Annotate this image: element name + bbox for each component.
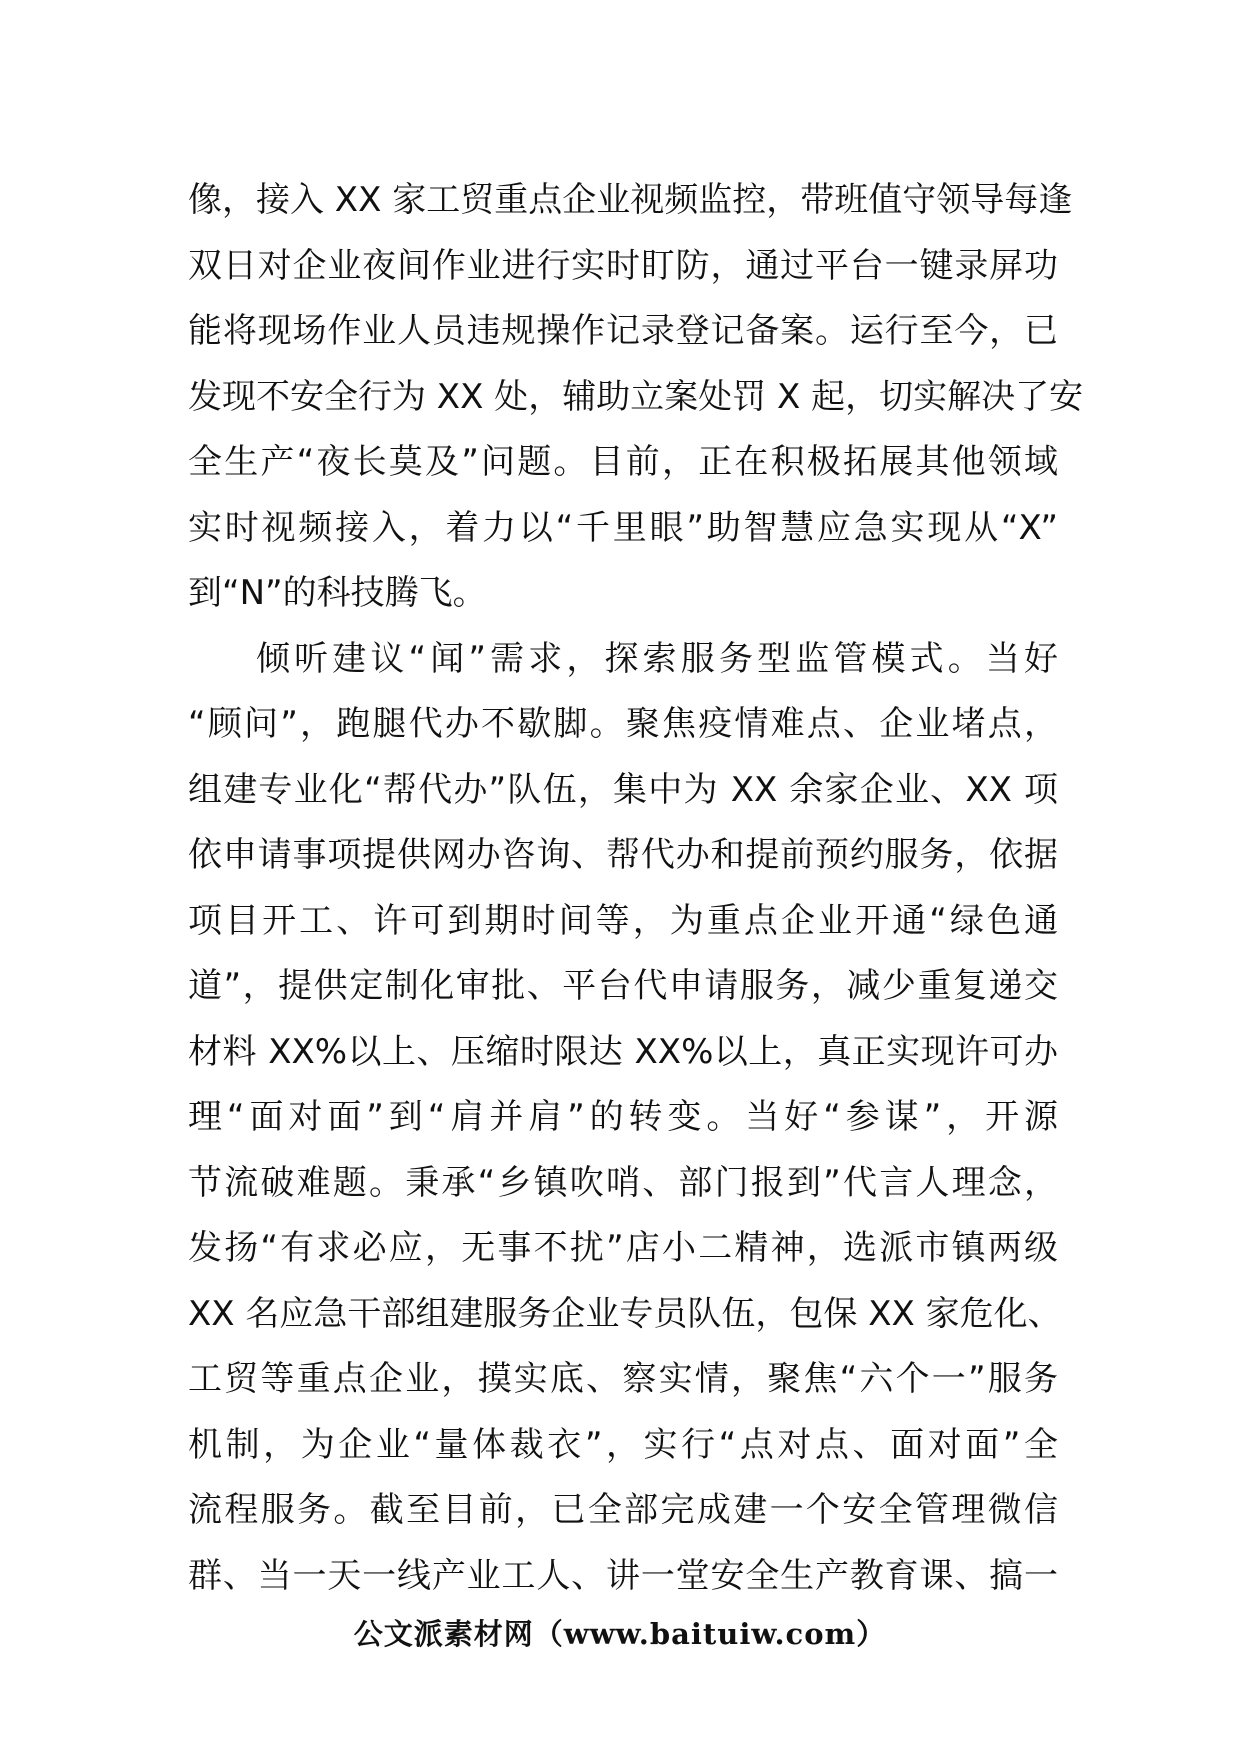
text-line: 倾听建议“闻”需求，探索服务型监管模式。当好 [256, 638, 1058, 679]
text-line: 全生产“夜长莫及”问题。目前，正在积极拓展其他领域 [188, 442, 1058, 482]
paragraph-1 [188, 168, 1084, 627]
text-line: 依申请事项提供网办咨询、帮代办和提前预约服务，依据 [188, 835, 1058, 875]
text-line: 组建专业化“帮代办”队伍，集中为 XX 余家企业、XX 项 [188, 769, 1058, 810]
text-line: 理“面对面”到“肩并肩”的转变。当好“参谋”，开源 [188, 1097, 1058, 1137]
text-line: 双日对企业夜间作业进行实时盯防，通过平台一键录屏功 [188, 245, 1058, 286]
text-line: “顾问”，跑腿代办不歇脚。聚焦疫情难点、企业堵点， [188, 704, 1058, 744]
text-line: 发扬“有求必应，无事不扰”店小二精神，选派市镇两级 [188, 1228, 1058, 1268]
text-line: XX 名应急干部组建服务企业专员队伍，包保 XX 家危化、 [188, 1293, 1062, 1334]
text-line: 机制，为企业“量体裁衣”，实行“点对点、面对面”全 [188, 1424, 1058, 1465]
text-line: 项目开工、许可到期时间等，为重点企业开通“绿色通 [188, 900, 1058, 941]
text-line: 流程服务。截至目前，已全部完成建一个安全管理微信 [188, 1490, 1058, 1530]
footer-watermark: 公文派素材网（www.baituiw.com） [353, 1617, 887, 1651]
text-line: 群、当一天一线产业工人、讲一堂安全生产教育课、搞一 [188, 1555, 1058, 1596]
text-line: 道”，提供定制化审批、平台代申请服务，减少重复递交 [188, 966, 1058, 1006]
text-line: 能将现场作业人员违规操作记录登记备案。运行至今，已 [188, 311, 1058, 351]
text-line: 实时视频接入，着力以“千里眼”助智慧应急实现从“X” [188, 507, 1058, 548]
text-line: 像，接入 XX 家工贸重点企业视频监控，带班值守领导每逢 [188, 180, 1073, 220]
text-line: 到“N”的科技腾飞。 [188, 573, 487, 613]
text-line: 材料 XX%以上、压缩时限达 XX%以上，真正实现许可办 [188, 1031, 1058, 1072]
text-line: 节流破难题。秉承“乡镇吹哨、部门报到”代言人理念， [188, 1162, 1058, 1203]
text-line: 发现不安全行为 XX 处，辅助立案处罚 X 起，切实解决了安 [188, 376, 1084, 417]
paragraph-2 [188, 627, 1062, 1610]
body-text [188, 168, 1084, 1609]
text-line: 工贸等重点企业，摸实底、察实情，聚焦“六个一”服务 [188, 1359, 1058, 1399]
